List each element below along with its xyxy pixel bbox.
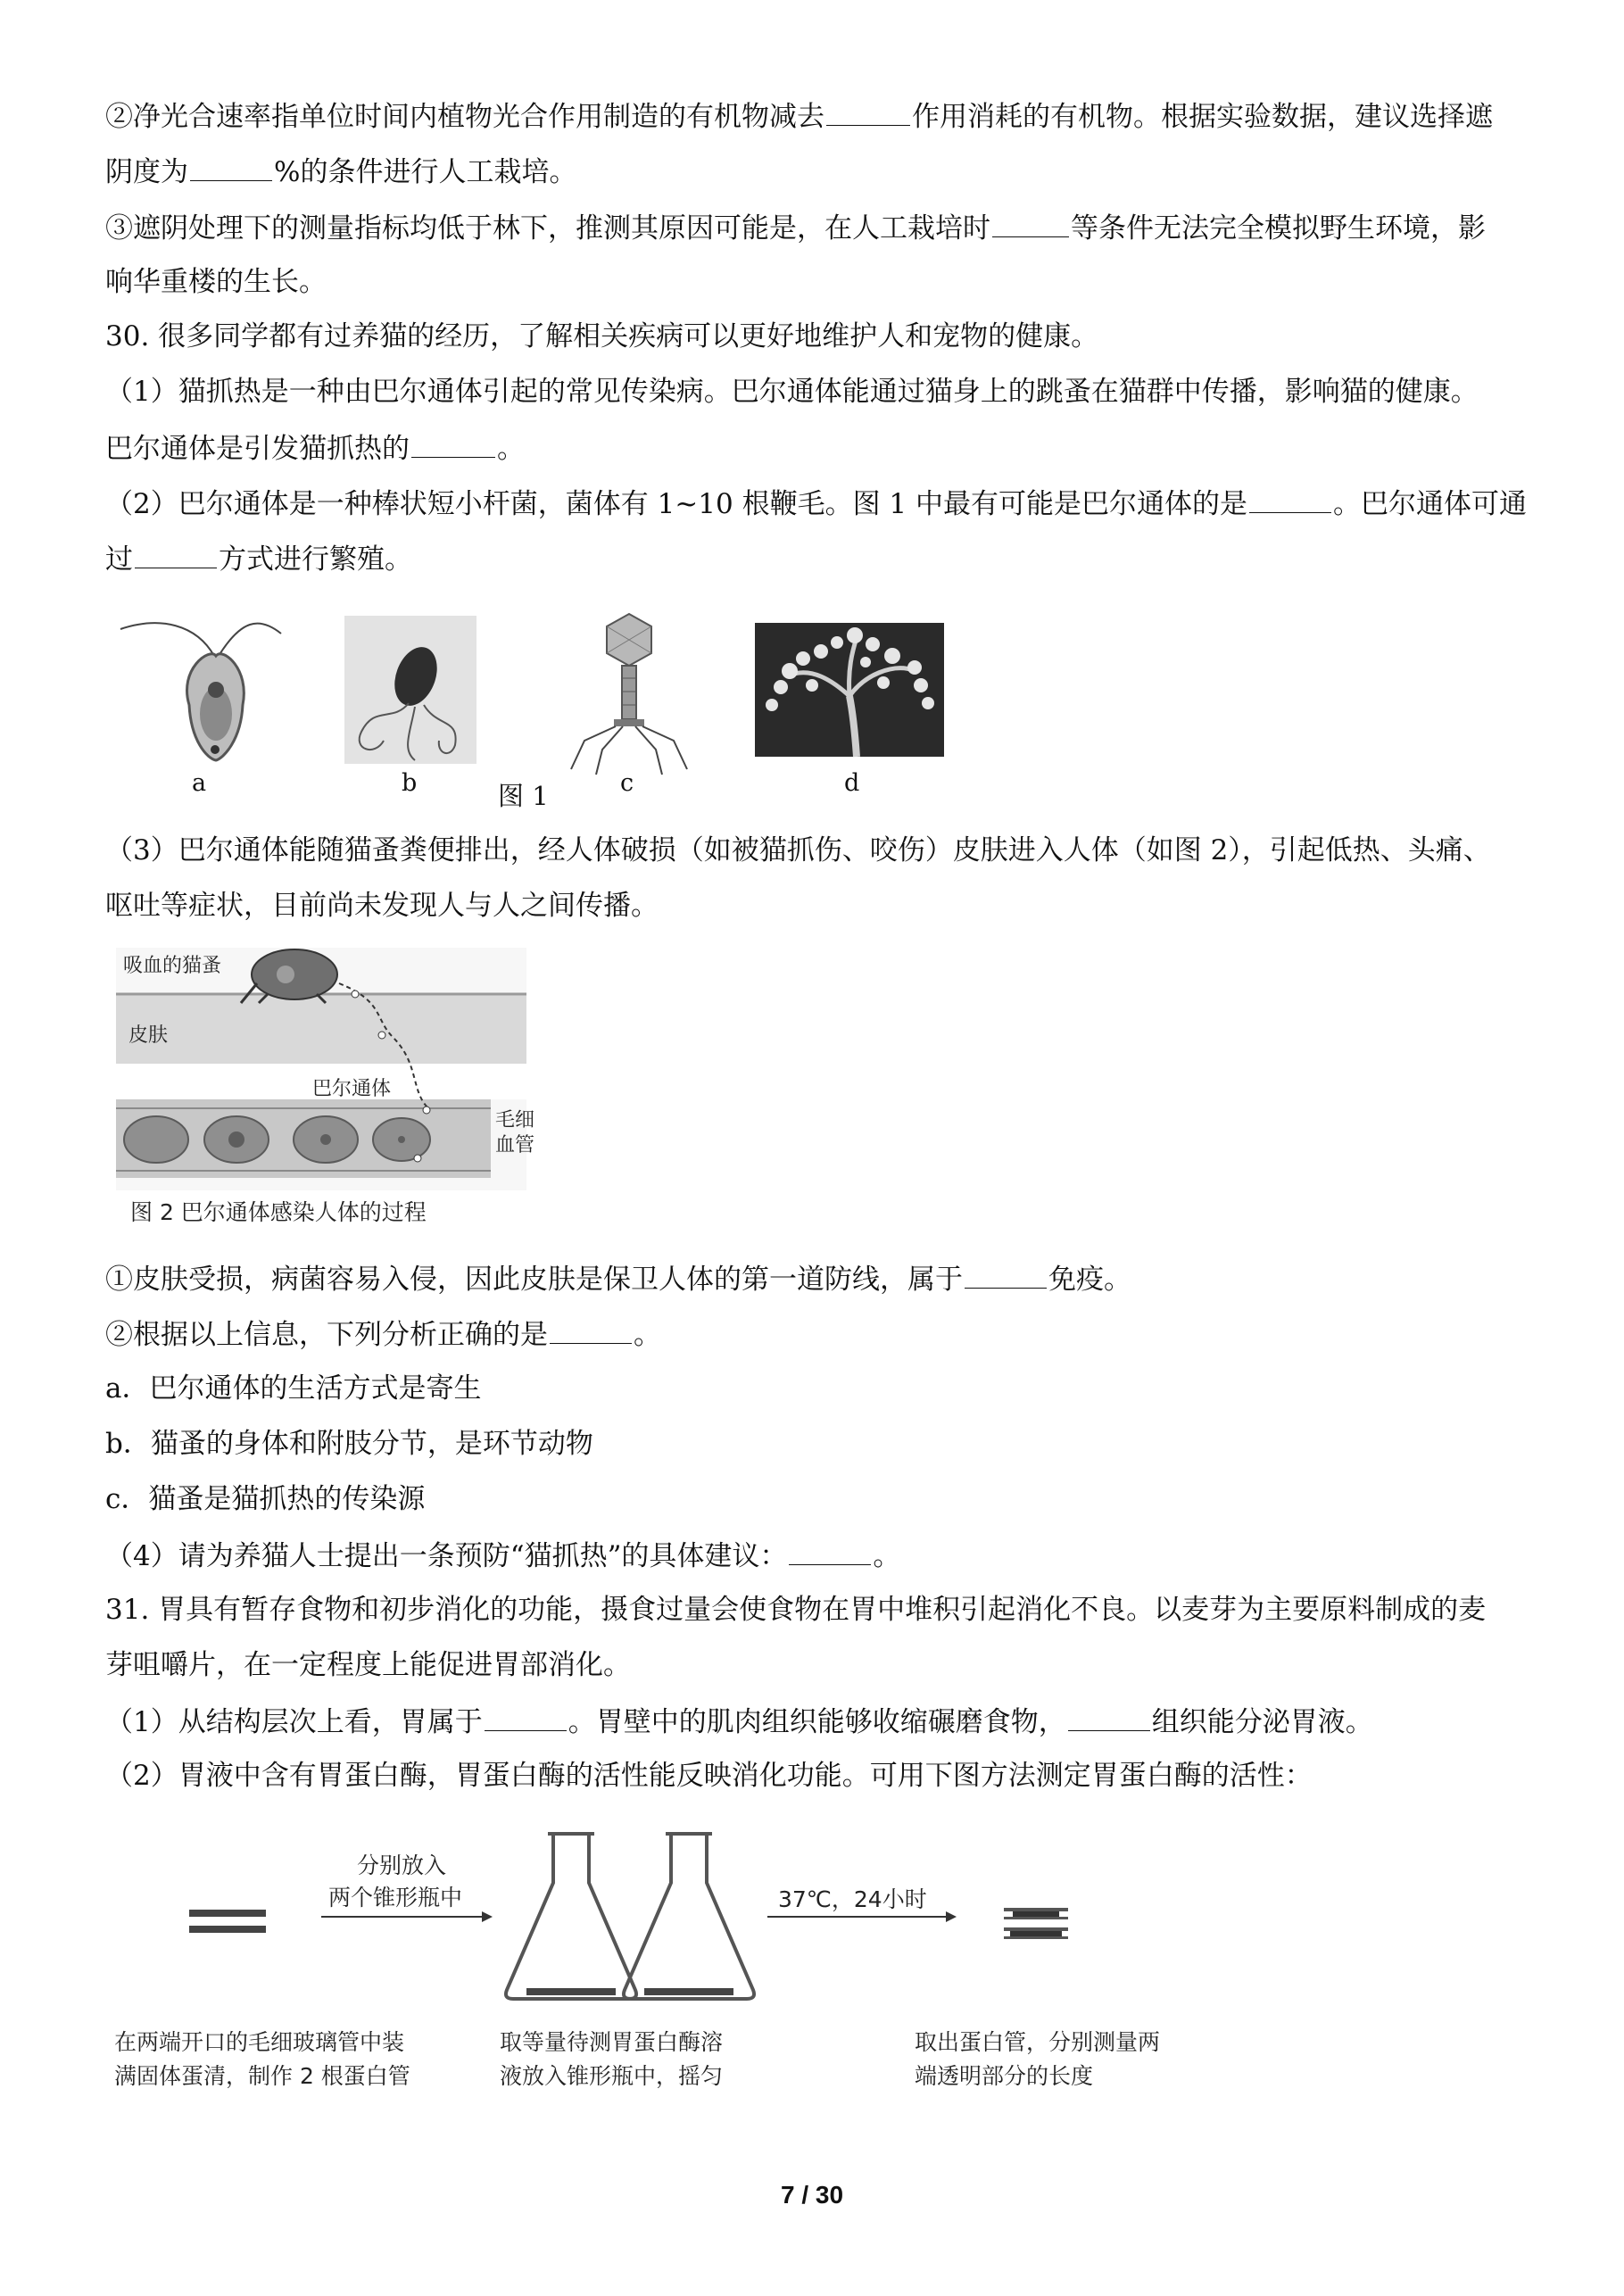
question-30-3-2: ②根据以上信息，下列分析正确的是 。 xyxy=(105,1314,661,1354)
figure-1 xyxy=(107,607,964,812)
text-line: 过 方式进行繁殖。 xyxy=(105,539,412,578)
organism-b-image xyxy=(344,616,476,764)
flask-1-icon xyxy=(506,1834,636,1999)
organism-c-image xyxy=(571,614,687,775)
answer-blank[interactable] xyxy=(965,1259,1047,1289)
arrow-1-label-1: 分别放入 xyxy=(356,1853,446,1878)
result-tubes-icon xyxy=(1004,1908,1068,1939)
answer-blank[interactable] xyxy=(135,539,217,568)
question-30-3-1: ①皮肤受损，病菌容易入侵，因此皮肤是保卫人体的第一道防线，属于 免疫。 xyxy=(105,1259,1131,1298)
figure-2-label-bartonella: 巴尔通体 xyxy=(312,1078,392,1100)
protein-tubes-icon xyxy=(189,1910,266,1933)
answer-blank[interactable] xyxy=(992,208,1069,237)
flask-2-icon xyxy=(624,1834,754,1999)
question-31-2: （2）胃液中含有胃蛋白酶，胃蛋白酶的活性能反映消化功能。可用下图方法测定胃蛋白酶的活性： xyxy=(105,1760,1313,1792)
question-30-1: （1）猫抓热是一种由巴尔通体引起的常见传染病。巴尔通体能通过猫身上的跳蚤在猫群中传播，影响猫的健康。 xyxy=(105,376,1479,408)
answer-blank[interactable] xyxy=(1249,484,1331,513)
figure-1-label-c: c xyxy=(620,769,634,797)
figure-1-caption: 图 1 xyxy=(498,781,549,811)
question-30-3: （3）巴尔通体能随猫蚤粪便排出，经人体破损（如被猫抓伤、咬伤）皮肤进入人体（如图 2），引起低热、头痛、 xyxy=(105,834,1491,866)
page-number: 7 / 30 xyxy=(780,2181,844,2209)
text-line: 阴度为 %的条件进行人工栽培。 xyxy=(105,152,576,191)
figure-3-drawing xyxy=(107,1820,1231,2026)
figure-1-label-a: a xyxy=(192,769,207,797)
figure-3 xyxy=(107,1820,1231,2097)
text-line: 响华重楼的生长。 xyxy=(105,266,327,298)
figure-2 xyxy=(116,948,535,1233)
figure-1-label-d: d xyxy=(844,769,860,797)
text-line: 巴尔通体是引发猫抓热的 。 xyxy=(105,428,525,468)
option-c: c．猫蚤是猫抓热的传染源 xyxy=(105,1483,426,1515)
figure-2-caption: 图 2 巴尔通体感染人体的过程 xyxy=(130,1199,427,1225)
question-30-2: （2）巴尔通体是一种棒状短小杆菌，菌体有 1~10 根鞭毛。图 1 中最有可能是巴尔通体的是 。巴尔通体可通 xyxy=(105,484,1527,523)
organism-d-image xyxy=(755,623,944,757)
figure-1-label-b: b xyxy=(402,769,418,797)
step-3-text: 取出蛋白管，分别测量两 端透明部分的长度 xyxy=(915,2029,1161,2089)
step-1-text: 在两端开口的毛细玻璃管中装 满固体蛋清，制作 2 根蛋白管 xyxy=(114,2029,410,2089)
figure-2-label-skin: 皮肤 xyxy=(128,1024,169,1047)
question-30-4: （4）请为养猫人士提出一条预防“猫抓热”的具体建议： 。 xyxy=(105,1536,900,1575)
figure-2-label-capillary: 毛细 血管 xyxy=(495,1109,535,1156)
arrow-2-label: 37℃，24小时 xyxy=(778,1886,927,1912)
question-31-stem: 31. 胃具有暂存食物和初步消化的功能，摄食过量会使食物在胃中堆积引起消化不良。以麦芽为主要原料制成的麦 xyxy=(105,1594,1487,1626)
figure-2-drawing xyxy=(116,948,526,1190)
answer-blank[interactable] xyxy=(485,1702,567,1731)
answer-blank[interactable] xyxy=(550,1314,632,1344)
answer-blank[interactable] xyxy=(1068,1702,1150,1731)
answer-blank[interactable] xyxy=(190,152,272,181)
text-line: ③遮阴处理下的测量指标均低于林下，推测其原因可能是，在人工栽培时 等条件无法完全模拟野生环境，影 xyxy=(105,208,1486,247)
figure-2-label-flea: 吸血的猫蚤 xyxy=(123,955,222,977)
arrow-1-label-2: 两个锥形瓶中 xyxy=(328,1885,463,1911)
option-b: b．猫蚤的身体和附肢分节，是环节动物 xyxy=(105,1428,593,1460)
step-2-text: 取等量待测胃蛋白酶溶 液放入锥形瓶中，摇匀 xyxy=(500,2029,724,2089)
question-30-stem: 30. 很多同学都有过养猫的经历，了解相关疾病可以更好地维护人和宠物的健康。 xyxy=(105,320,1099,352)
text-line: 呕吐等症状，目前尚未发现人与人之间传播。 xyxy=(105,890,659,922)
text-line: 芽咀嚼片，在一定程度上能促进胃部消化。 xyxy=(105,1649,631,1681)
question-31-1: （1）从结构层次上看，胃属于 。胃壁中的肌肉组织能够收缩碾磨食物， 组织能分泌胃液。 xyxy=(105,1702,1373,1741)
text-line: ②净光合速率指单位时间内植物光合作用制造的有机物减去 作用消耗的有机物。根据实验数据，建议选择遮 xyxy=(105,96,1493,136)
option-a: a．巴尔通体的生活方式是寄生 xyxy=(105,1372,482,1405)
organism-a-image xyxy=(120,623,281,760)
answer-blank[interactable] xyxy=(826,96,910,126)
answer-blank[interactable] xyxy=(411,428,495,458)
answer-blank[interactable] xyxy=(789,1536,871,1565)
